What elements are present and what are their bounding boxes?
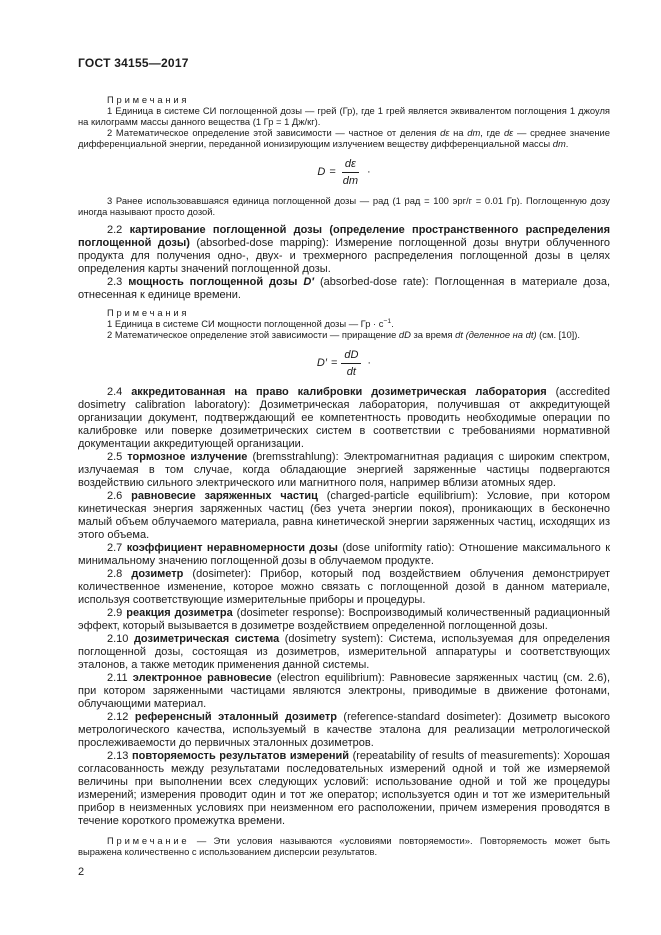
- term-2-10: [78, 633, 610, 672]
- term-2-11: [78, 672, 610, 711]
- fraction-numerator: dD: [341, 348, 361, 364]
- text-run: (деленное на dt): [465, 329, 537, 340]
- term-2-2: [78, 224, 610, 276]
- term-2-5: [78, 451, 610, 490]
- formula-variable: D′: [316, 357, 327, 369]
- text-run: 2.11: [107, 672, 133, 684]
- text-run: (electron equilibrium): Равновесие заряженных частиц (см. 2.6), при котором заряженными частицами являются электроны, приводимые в движение фотонами, облучающими материал.: [78, 672, 611, 710]
- text-run: dm: [467, 127, 481, 138]
- text-run: (absorbed-dose mapping): Измерение поглощенной дозы внутри облученного продукта для получения одно-, двух- и трехмерного распределения поглощенной дозы в целях определения карты значений поглощенной дозы.: [78, 237, 610, 275]
- text-run: 2.6: [107, 490, 132, 502]
- text-run: 2.4: [107, 386, 132, 398]
- text-run: dm: [552, 138, 566, 149]
- document-body: [78, 94, 610, 857]
- text-run: Примечания: [107, 307, 190, 318]
- equals-sign: =: [329, 166, 336, 178]
- text-run: (reference-standard dosimeter): Дозиметр высокого метрологического качества, используемый в качестве эталона для реализации метрологической прослеживаемости до первичных эталонных дозиметров.: [78, 711, 610, 749]
- text-run: 2.2: [107, 224, 130, 236]
- text-run: коэффициент неравномерности дозы: [126, 542, 338, 554]
- text-run: — Эти условия называются «условиями повторяемости». Повторяемость может быть выражена количественно с использованием дисперсии результатов.: [78, 835, 610, 857]
- text-run: (dose uniformity ratio): Отношение максимального к минимальному значению поглощенной дозы в облучаемом продукте.: [78, 542, 611, 567]
- text-run: дозиметрическая система: [133, 633, 280, 645]
- fraction-numerator: dε: [342, 157, 359, 173]
- text-run: на: [449, 127, 468, 138]
- text-run: равновесие заряженных частиц: [131, 490, 318, 502]
- formula-absorbed-dose: [78, 157, 610, 187]
- text-run: за время: [410, 329, 456, 340]
- text-run: (dosimeter): Прибор, который под воздействием облучения демонстрирует количественное изменение, которое можно связать с поглощенной дозой в данном материале, используя соответствующие измерительные приборы и процедуры.: [78, 568, 610, 606]
- fraction-denominator: dm: [342, 175, 358, 187]
- text-run: (absorbed-dose rate): Поглощенная в материале доза, отнесенная к единице времени.: [78, 276, 610, 301]
- fraction-denominator: dt: [346, 366, 356, 378]
- term-2-12: [78, 711, 610, 750]
- term-2-9: [78, 607, 610, 633]
- fraction: [341, 348, 361, 378]
- formula-punctuation: ·: [367, 166, 371, 178]
- formula-absorbed-dose-rate: [78, 348, 610, 378]
- note-2-1-3: [78, 195, 610, 217]
- text-run: повторяемость результатов измерений: [131, 750, 350, 762]
- text-run: референсный эталонный дозиметр: [134, 711, 337, 723]
- text-run: — среднее значение дифференциальной энергии, переданной ионизирующим излучением веществу дифференциальной массы: [78, 127, 610, 149]
- text-run: dε: [503, 127, 514, 138]
- text-run: , где: [480, 127, 504, 138]
- text-run: (bremsstrahlung): Электромагнитная радиация с широким спектром, излучаемая в том случае, когда обладающие энергией заряженные частицы подвергаются воздействию сильного электрического или магнитного поля, например вблизи атомных ядер.: [78, 451, 610, 489]
- note-2-1-1: [78, 105, 610, 127]
- text-run: dD: [398, 329, 411, 340]
- notes-heading-2-3: [78, 307, 610, 318]
- text-run: 1 Единица в системе СИ мощности поглощенной дозы — Гр · с: [107, 318, 384, 329]
- text-run: мощность поглощенной дозы: [128, 276, 304, 288]
- note-2-3-1: [78, 318, 610, 329]
- term-2-13: [78, 750, 610, 828]
- text-run: картирование поглощенной дозы (определение пространственного распределения поглощенной дозы): [78, 224, 610, 249]
- text-run: (dosimeter response): Воспроизводимый количественный радиационный эффект, который вызывается в дозиметре воздействием определенной поглощенной дозы.: [78, 607, 610, 632]
- text-run: 3 Ранее использовавшаяся единица поглощенной дозы — рад (1 рад = 100 эрг/г = 0.01 Гр). Поглощенную дозу иногда называют просто дозой.: [78, 195, 610, 217]
- text-run: (repeatability of results of measurements): Хорошая согласованность между результатами последовательных измерений одной и той же измеряемой величины при выполнении всех следующих условий: использование одной и той же процедуры измерений; измерения проводит один и тот же оператор; используется один и тот же измерительный прибор в неизменных условиях при неизменном его расположении, причем измерения проводятся в течение короткого промежутка времени.: [78, 750, 611, 827]
- text-run: Примечания: [107, 94, 190, 105]
- text-run: электронное равновесие: [132, 672, 272, 684]
- note-2-1-2: [78, 127, 610, 149]
- text-run: dε: [440, 127, 450, 138]
- text-run: 2 Математическое определение этой зависимости — приращение: [107, 329, 399, 340]
- text-run: (charged-particle equilibrium): Условие, при котором кинетическая энергия заряженных частиц (без учета энергии покоя), проникающих в бесконечно малый объем облучаемого материала, равна кинетической энергии заряженных частиц, исходящих из этого объема.: [78, 490, 610, 541]
- text-run: 1 Единица в системе СИ поглощенной дозы — грей (Гр), где 1 грей является эквивалентом поглощения 1 джоуля на килограмм массы данного вещества (1 Гр = 1 Дж/кг).: [78, 105, 610, 127]
- text-run: .: [565, 138, 569, 149]
- note-2-13: [78, 835, 610, 857]
- note-2-3-2: [78, 329, 610, 340]
- text-run: 2.3: [107, 276, 129, 288]
- text-run: 2.12: [107, 711, 135, 723]
- text-run: 2.10: [107, 633, 134, 645]
- text-run: дозиметр: [131, 568, 184, 580]
- text-run: −1: [383, 317, 392, 325]
- term-2-7: [78, 542, 610, 568]
- text-run: аккредитованная на право калибровки дозиметрическая лаборатория: [131, 386, 547, 398]
- text-run: реакция дозиметра: [126, 607, 233, 619]
- term-2-3: [78, 276, 610, 302]
- text-run: 2.9: [107, 607, 127, 619]
- text-run: .: [391, 318, 394, 329]
- page-number: 2: [78, 866, 85, 878]
- text-run: 2.13: [107, 750, 132, 762]
- term-2-8: [78, 568, 610, 607]
- formula-punctuation: ·: [367, 357, 372, 369]
- fraction: [340, 157, 361, 187]
- text-run: (accredited dosimetry calibration laboratory): Дозиметрическая лаборатория, получившая от аккредитующей организации документ, подтверждающий ее компетентность проводить необходимые операции по калибровке или поверке дозиметрических систем в соответствии с требованиями нормативной документации аккредитующей организации.: [78, 386, 610, 450]
- text-run: 2 Математическое определение этой зависимости — частное от деления: [107, 127, 441, 138]
- text-run: тормозное излучение: [127, 451, 248, 463]
- notes-heading-2-1: [78, 94, 610, 105]
- text-run: (см. [10]).: [536, 329, 581, 340]
- text-run: D′: [303, 276, 314, 288]
- document-header-designation: ГОСТ 34155—2017: [78, 56, 189, 70]
- term-2-4: [78, 386, 610, 451]
- formula-variable: D: [317, 166, 326, 178]
- text-run: (dosimetry system): Система, используемая для определения поглощенной дозы, состоящая из дозиметров, измерительной аппаратуры и соответствующих эталонов, а также методик применения данной системы.: [78, 633, 611, 671]
- term-2-6: [78, 490, 610, 542]
- equals-sign: =: [330, 357, 338, 369]
- text-run: 2.5: [107, 451, 128, 463]
- text-run: dt: [455, 329, 463, 340]
- text-run: Примечание: [107, 835, 190, 846]
- text-run: 2.7: [107, 542, 127, 554]
- text-run: 2.8: [107, 568, 132, 580]
